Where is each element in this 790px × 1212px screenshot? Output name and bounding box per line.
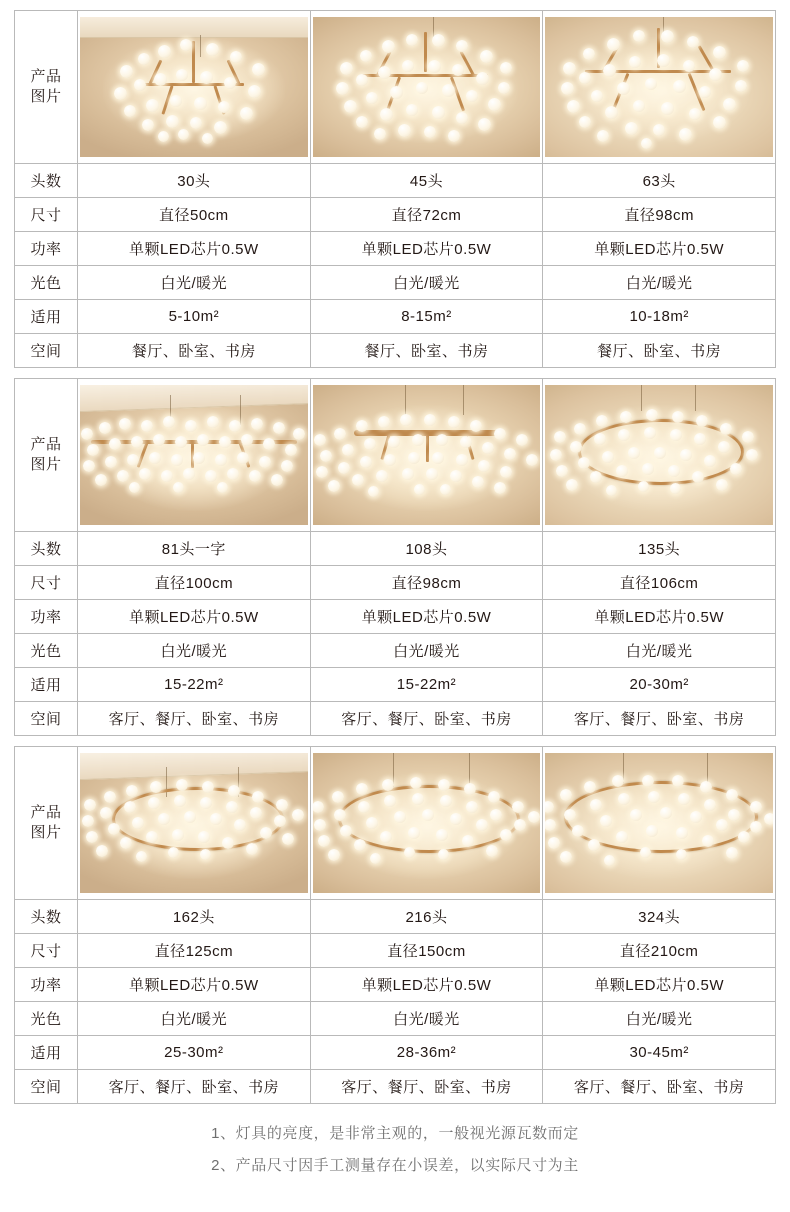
chandelier-photo-45 (313, 17, 541, 157)
heads-value: 162头 (78, 900, 311, 934)
space-value: 客厅、餐厅、卧室、书房 (543, 702, 776, 736)
spec-table-3 (14, 746, 776, 1104)
light-color-value: 白光/暖光 (310, 634, 543, 668)
row-label-size: 尺寸 (15, 198, 78, 232)
size-value: 直径106cm (543, 566, 776, 600)
light-color-value: 白光/暖光 (310, 1002, 543, 1036)
size-value: 直径100cm (78, 566, 311, 600)
power-value: 单颗LED芯片0.5W (78, 968, 311, 1002)
chandelier-photo-135 (545, 385, 773, 525)
heads-value: 135头 (543, 532, 776, 566)
ring-branch-fixture (550, 409, 768, 501)
applicable-value: 30-45m² (543, 1036, 776, 1070)
chandelier-photo-162 (80, 753, 308, 893)
light-color-value: 白光/暖光 (543, 634, 776, 668)
product-image-cell (310, 379, 543, 532)
row-label-applicable: 适用 (15, 668, 78, 702)
power-row (15, 232, 776, 266)
light-color-value: 白光/暖光 (543, 266, 776, 300)
photo-row (15, 11, 776, 164)
product-image-cell (78, 379, 311, 532)
space-value: 客厅、餐厅、卧室、书房 (543, 1070, 776, 1104)
chandelier-photo-81 (80, 385, 308, 525)
heads-value: 324头 (543, 900, 776, 934)
heads-value: 45头 (310, 164, 543, 198)
space-value: 客厅、餐厅、卧室、书房 (78, 1070, 311, 1104)
size-value: 直径98cm (543, 198, 776, 232)
space-value: 餐厅、卧室、书房 (78, 334, 311, 368)
row-label-photo-line2: 图片 (30, 456, 62, 473)
applicable-row (15, 300, 776, 334)
product-image-cell (310, 747, 543, 900)
ring-branch-fixture (545, 775, 773, 871)
light-color-row (15, 1002, 776, 1036)
row-label-heads: 头数 (15, 532, 78, 566)
hanging-cord (463, 385, 464, 415)
heads-row (15, 900, 776, 934)
applicable-row (15, 1036, 776, 1070)
heads-row (15, 164, 776, 198)
chandelier-photo-324 (545, 753, 773, 893)
heads-row (15, 532, 776, 566)
light-color-value: 白光/暖光 (78, 1002, 311, 1036)
row-label-photo (15, 379, 78, 532)
light-color-row (15, 266, 776, 300)
product-image-cell (543, 747, 776, 900)
row-label-photo (15, 11, 78, 164)
applicable-value: 5-10m² (78, 300, 311, 334)
row-label-space: 空间 (15, 702, 78, 736)
applicable-value: 15-22m² (310, 668, 543, 702)
power-value: 单颗LED芯片0.5W (543, 968, 776, 1002)
power-value: 单颗LED芯片0.5W (310, 232, 543, 266)
row-label-photo-line1: 产品 (30, 803, 62, 821)
chandelier-photo-30 (80, 17, 308, 157)
row-label-power: 功率 (15, 232, 78, 266)
size-value: 直径72cm (310, 198, 543, 232)
chandelier-photo-216 (313, 753, 541, 893)
row-label-heads: 头数 (15, 164, 78, 198)
row-label-photo-line2: 图片 (30, 824, 62, 841)
product-image-cell (543, 11, 776, 164)
hanging-cord (405, 385, 406, 415)
photo-row (15, 379, 776, 532)
power-value: 单颗LED芯片0.5W (78, 232, 311, 266)
size-value: 直径150cm (310, 934, 543, 968)
row-label-size: 尺寸 (15, 934, 78, 968)
branch-fixture (561, 28, 757, 146)
product-image-cell (78, 11, 311, 164)
power-row (15, 968, 776, 1002)
branch-fixture (336, 32, 516, 142)
row-label-photo-line1: 产品 (30, 435, 62, 453)
space-row (15, 334, 776, 368)
light-color-value: 白光/暖光 (543, 1002, 776, 1036)
product-image-cell (543, 379, 776, 532)
light-color-value: 白光/暖光 (78, 266, 311, 300)
linear-branch-fixture (314, 414, 538, 496)
light-color-value: 白光/暖光 (310, 266, 543, 300)
row-label-light-color: 光色 (15, 266, 78, 300)
row-label-light-color: 光色 (15, 1002, 78, 1036)
row-label-light-color: 光色 (15, 634, 78, 668)
photo-row (15, 747, 776, 900)
applicable-row (15, 668, 776, 702)
row-label-photo (15, 747, 78, 900)
power-row (15, 600, 776, 634)
power-value: 单颗LED芯片0.5W (78, 600, 311, 634)
row-label-space: 空间 (15, 334, 78, 368)
space-value: 餐厅、卧室、书房 (543, 334, 776, 368)
row-label-heads: 头数 (15, 900, 78, 934)
power-value: 单颗LED芯片0.5W (310, 600, 543, 634)
row-label-power: 功率 (15, 600, 78, 634)
footnote-2: 2、产品尺寸因手工测量存在小误差，以实际尺寸为主 (211, 1156, 579, 1174)
applicable-value: 20-30m² (543, 668, 776, 702)
size-value: 直径125cm (78, 934, 311, 968)
applicable-value: 28-36m² (310, 1036, 543, 1070)
chandelier-photo-63 (545, 17, 773, 157)
row-label-space: 空间 (15, 1070, 78, 1104)
space-value: 客厅、餐厅、卧室、书房 (310, 1070, 543, 1104)
heads-value: 216头 (310, 900, 543, 934)
size-value: 直径210cm (543, 934, 776, 968)
row-label-applicable: 适用 (15, 1036, 78, 1070)
applicable-value: 25-30m² (78, 1036, 311, 1070)
size-row (15, 198, 776, 232)
branch-fixture (114, 39, 274, 135)
size-row (15, 934, 776, 968)
space-value: 客厅、餐厅、卧室、书房 (78, 702, 311, 736)
footnotes (14, 1118, 776, 1181)
light-color-row (15, 634, 776, 668)
product-image-cell (310, 11, 543, 164)
spec-table-1 (14, 10, 776, 368)
heads-value: 108头 (310, 532, 543, 566)
size-value: 直径98cm (310, 566, 543, 600)
linear-branch-fixture (81, 416, 307, 494)
space-value: 客厅、餐厅、卧室、书房 (310, 702, 543, 736)
space-row (15, 1070, 776, 1104)
ring-branch-fixture (313, 777, 541, 869)
heads-value: 30头 (78, 164, 311, 198)
row-label-photo-line2: 图片 (30, 88, 62, 105)
applicable-value: 10-18m² (543, 300, 776, 334)
size-value: 直径50cm (78, 198, 311, 232)
footnote-1: 1、灯具的亮度，是非常主观的，一般视光源瓦数而定 (211, 1125, 579, 1142)
space-row (15, 702, 776, 736)
hanging-cord (641, 385, 642, 411)
light-color-value: 白光/暖光 (78, 634, 311, 668)
row-label-applicable: 适用 (15, 300, 78, 334)
size-row (15, 566, 776, 600)
applicable-value: 15-22m² (78, 668, 311, 702)
row-label-power: 功率 (15, 968, 78, 1002)
row-label-photo-line1: 产品 (30, 67, 62, 85)
space-value: 餐厅、卧室、书房 (310, 334, 543, 368)
ring-branch-fixture (82, 779, 306, 867)
chandelier-photo-108 (313, 385, 541, 525)
spec-table-2 (14, 378, 776, 736)
applicable-value: 8-15m² (310, 300, 543, 334)
power-value: 单颗LED芯片0.5W (543, 600, 776, 634)
heads-value: 63头 (543, 164, 776, 198)
power-value: 单颗LED芯片0.5W (543, 232, 776, 266)
power-value: 单颗LED芯片0.5W (310, 968, 543, 1002)
hanging-cord (695, 385, 696, 411)
heads-value: 81头一字 (78, 532, 311, 566)
ceiling-molding (80, 17, 308, 38)
product-image-cell (78, 747, 311, 900)
row-label-size: 尺寸 (15, 566, 78, 600)
